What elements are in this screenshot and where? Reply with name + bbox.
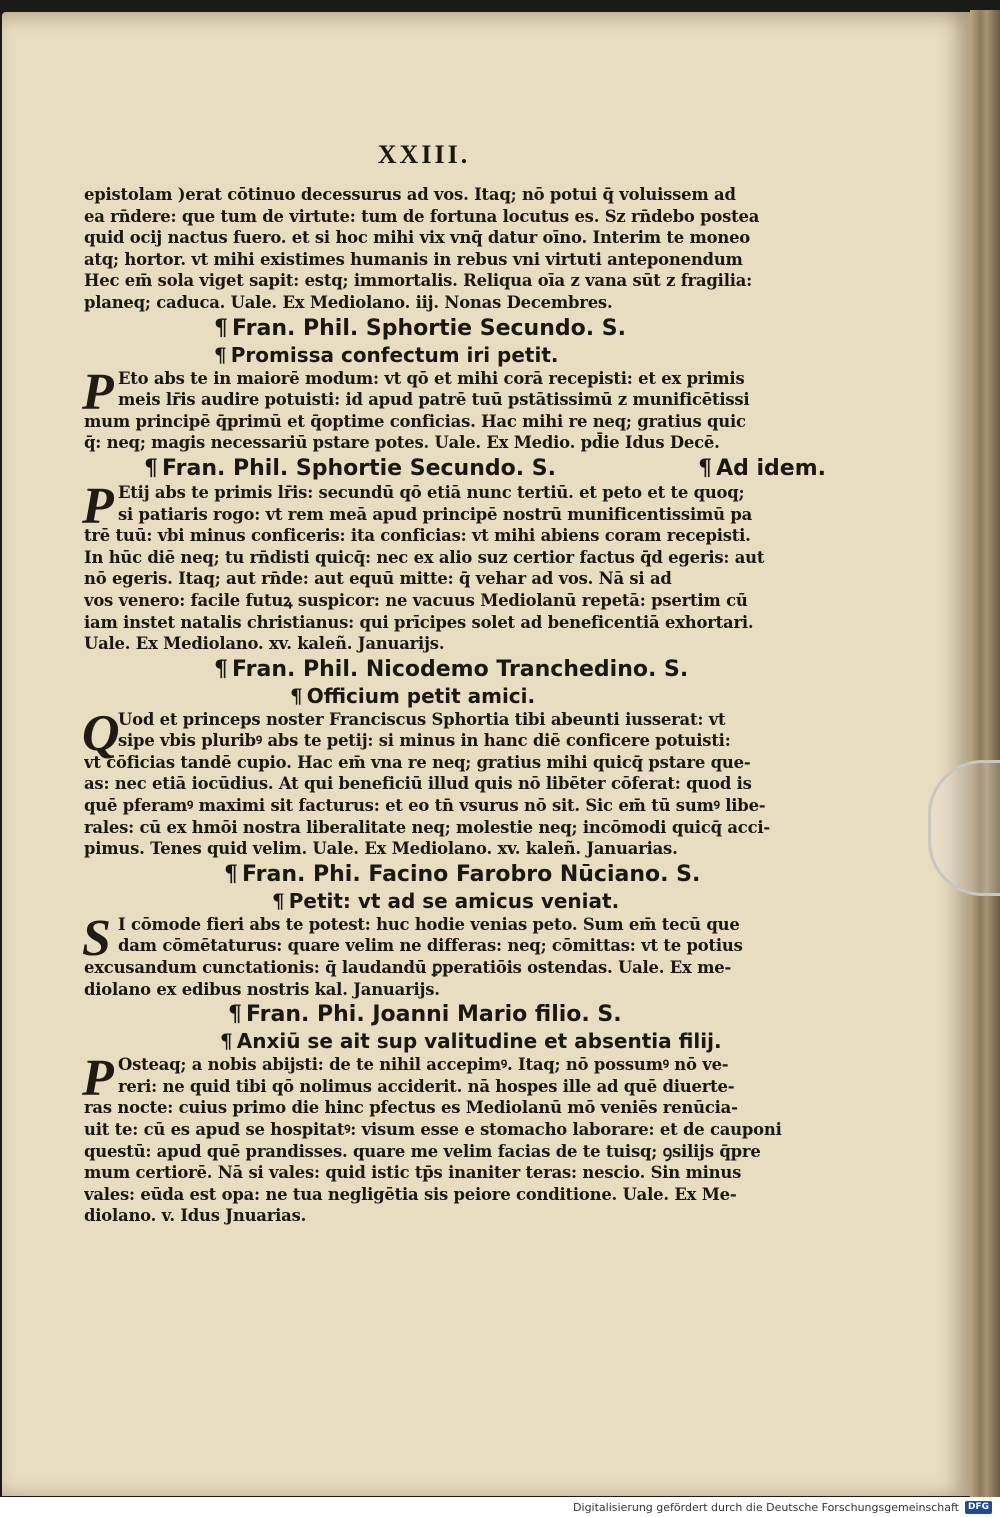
text-line: iam instet natalis christianus: qui prīcipes solet ad beneficentiā exhortari. [84, 612, 754, 632]
text-line: vt cōficias tandē cupio. Hac em̄ vna re neq; gratius mihi quicq̄ pstare que- [84, 752, 751, 772]
text-line: diolano. v. Idus Jnuarias. [84, 1206, 307, 1226]
pilcrow-icon: ¶ [214, 342, 227, 367]
letter-heading [84, 655, 826, 683]
heading-text: Fran. Phi. Facino Farobro Nūciano. S. [242, 861, 701, 887]
text-line: diolano ex edibus nostris kal. Januarijs. [84, 979, 440, 999]
pilcrow-icon: ¶ [224, 860, 238, 887]
text-line: q̄: neq; magis necessariū pstare potes. Uale. Ex Medio. pd̄ie Idus Decē. [84, 433, 720, 453]
letter-paragraph [82, 909, 826, 1000]
pilcrow-icon: ¶ [272, 888, 285, 913]
pilcrow-icon: ¶ [214, 655, 228, 682]
text-line: ras nocte: cuius primo die hinc pfectus es Mediolanū mō veniēs renūcia- [84, 1098, 738, 1118]
pilcrow-icon: ¶ [290, 683, 303, 708]
letter-paragraph [82, 477, 826, 655]
text-line: Eto abs te in maiorē modum: vt qō et mihi corā recepisti: et ex primis [118, 368, 745, 388]
heading-text: Fran. Phil. Sphortie Secundo. S. [232, 315, 626, 341]
folio-number: XXIII. [377, 140, 471, 169]
letter-subheading [84, 683, 826, 709]
heading-text: Fran. Phil. Nicodemo Tranchedino. S. [232, 656, 689, 682]
pilcrow-icon: ¶ [698, 454, 713, 481]
text-line: atq; hortor. vt mihi existimes humanis in rebus vni virtuti anteponendum [84, 249, 743, 269]
text-line: epistolam )erat cōtinuo decessurus ad vos. Itaq; nō potui q̄ voluissem ad [84, 185, 736, 204]
text-line: reri: ne quid tibi qō nolimus acciderit. nā hospes ille ad quē diuerte- [118, 1076, 735, 1096]
text-line: Osteaq; a nobis abijsti: de te nihil accepimꝰ. Itaq; nō possumꝰ nō ve- [118, 1055, 729, 1075]
letter-heading [84, 314, 826, 342]
text-line: uit te: cū es apud se hospitatꝰ: visum esse e stomacho laborare: et de cauponi [84, 1120, 782, 1139]
initial-capital: P [82, 477, 114, 535]
heading-aside-text: Ad idem. [716, 455, 826, 481]
letter-heading [84, 1000, 826, 1028]
text-line: as: nec etiā iocūdius. At qui beneficiū illud quis nō libēter cōferat: quod is [84, 774, 752, 794]
funding-notice: Digitalisierung gefördert durch die Deutsche Forschungsgemeinschaft [573, 1500, 959, 1514]
text-line: mum principē q̄primū et q̄optime conficias. Hac mihi re neq; gratius quic [84, 411, 746, 431]
opening-paragraph [84, 184, 826, 314]
text-line: trē tuū: vbi minus conficeris: ita conficias: vt mihi abiens coram recepisti. [84, 526, 751, 546]
subheading-text: Anxiū se ait sup valitudine et absentia filij. [236, 1029, 722, 1054]
pilcrow-icon: ¶ [228, 1001, 242, 1028]
text-line: mum certiorē. Nā si vales: quid istic tp̄s inaniter teras: nescio. Sin minus [84, 1163, 742, 1183]
text-line: nō egeris. Itaq; aut rn̄de: aut equū mitte: q̄ vehar ad vos. Nā si ad [84, 569, 672, 589]
heading-text: Fran. Phil. Sphortie Secundo. S. [162, 455, 556, 481]
text-line: quid ocij nactus fuero. et si hoc mihi vix vnq̄ datur oīno. Interim te moneo [84, 228, 751, 248]
text-line: pimus. Tenes quid velim. Uale. Ex Mediolano. xv. kaleñ. Januarias. [84, 839, 678, 859]
text-line: rales: cū ex hmōi nostra liberalitate neq; molestie neq; incōmodi quicq̄ acci- [84, 817, 770, 837]
text-line: excusandum cunctationis: q̄ laudandū ꝑperatiōis ostendas. Uale. Ex me- [84, 958, 732, 978]
initial-capital: Q [82, 704, 120, 762]
letter-subheading [84, 1028, 826, 1054]
heading-main [144, 454, 556, 482]
footer-bar [0, 1497, 1000, 1517]
letter-paragraph [82, 363, 826, 454]
letter-heading [84, 860, 826, 888]
text-line: Etij abs te primis lr̄is: secundū qō etiā nunc tertiū. et peto et te quoq; [118, 482, 745, 502]
subheading-text: Officium petit amici. [306, 683, 536, 708]
page-edge [970, 10, 1000, 1497]
pilcrow-icon: ¶ [144, 454, 158, 481]
text-line: vales: eūda est opa: ne tua negligētia sis peiore conditione. Uale. Ex Me- [84, 1184, 737, 1204]
text-line: quē pferamꝰ maximi sit facturus: et eo tn̄ vsurus nō sit. Sic em̄ tū sumꝰ libe- [84, 796, 766, 816]
text-line: si patiaris rogo: vt rem meā apud principē nostrū munificentissimū pa [118, 504, 753, 524]
letter-subheading [84, 342, 826, 368]
text-line: Uale. Ex Mediolano. xv. kaleñ. Januarijs. [84, 634, 445, 654]
initial-capital: P [82, 1050, 114, 1108]
subheading-text: Petit: vt ad se amicus veniat. [288, 888, 620, 913]
dfg-logo-icon: DFG [965, 1501, 992, 1514]
letter-paragraph [82, 1050, 826, 1227]
text-line: vos venero: facile futuꝝ suspicor: ne vacuus Mediolanū repetā: psertim cū [84, 590, 748, 610]
pilcrow-icon: ¶ [220, 1029, 233, 1054]
heading-text: Fran. Phi. Joanni Mario filio. S. [246, 1002, 622, 1028]
text-line: Uod et princeps noster Franciscus Sphortia tibi abeunti iusserat: vt [118, 709, 726, 729]
text-line: Hec em̄ sola viget sapit: estq; immortalis. Reliqua oīa z vana sūt z fragilia: [84, 271, 753, 291]
initial-capital: S [82, 909, 111, 967]
initial-capital: P [82, 363, 114, 421]
text-line: In hūc diē neq; tu rn̄disti quicq̄: nec ex alio suz certior factus q̄d egeris: aut [84, 547, 765, 567]
letter-heading [84, 454, 826, 482]
text-line: dam cōmētaturus: quare velim ne differas: neq; cōmittas: vt te potius [118, 936, 743, 956]
text-line: meis lr̄is audire potuisti: id apud patrē tuū pstātissimū z munificētissi [118, 390, 750, 410]
text-line: I cōmode fieri abs te potest: huc hodie venias peto. Sum em̄ tecū que [118, 914, 740, 934]
heading-aside [698, 454, 826, 482]
text-line: planeq; caduca. Uale. Ex Mediolano. iij. Nonas Decembres. [84, 292, 613, 312]
letter-paragraph [82, 704, 826, 860]
text-line: sipe vbis pluribꝰ abs te petij: si minus in hanc diē conficere potuisti: [118, 731, 731, 751]
text-line: questū: apud quē prandisses. quare me velim facias de te tuisq; ꝯsilijs q̄pre [84, 1141, 761, 1161]
subheading-text: Promissa confectum iri petit. [230, 342, 559, 367]
letter-subheading [84, 888, 826, 914]
text-line: ea rn̄dere: que tum de virtute: tum de fortuna locutus es. Sz rn̄debo postea [84, 206, 760, 226]
pilcrow-icon: ¶ [214, 314, 228, 341]
page-text [84, 140, 826, 1227]
